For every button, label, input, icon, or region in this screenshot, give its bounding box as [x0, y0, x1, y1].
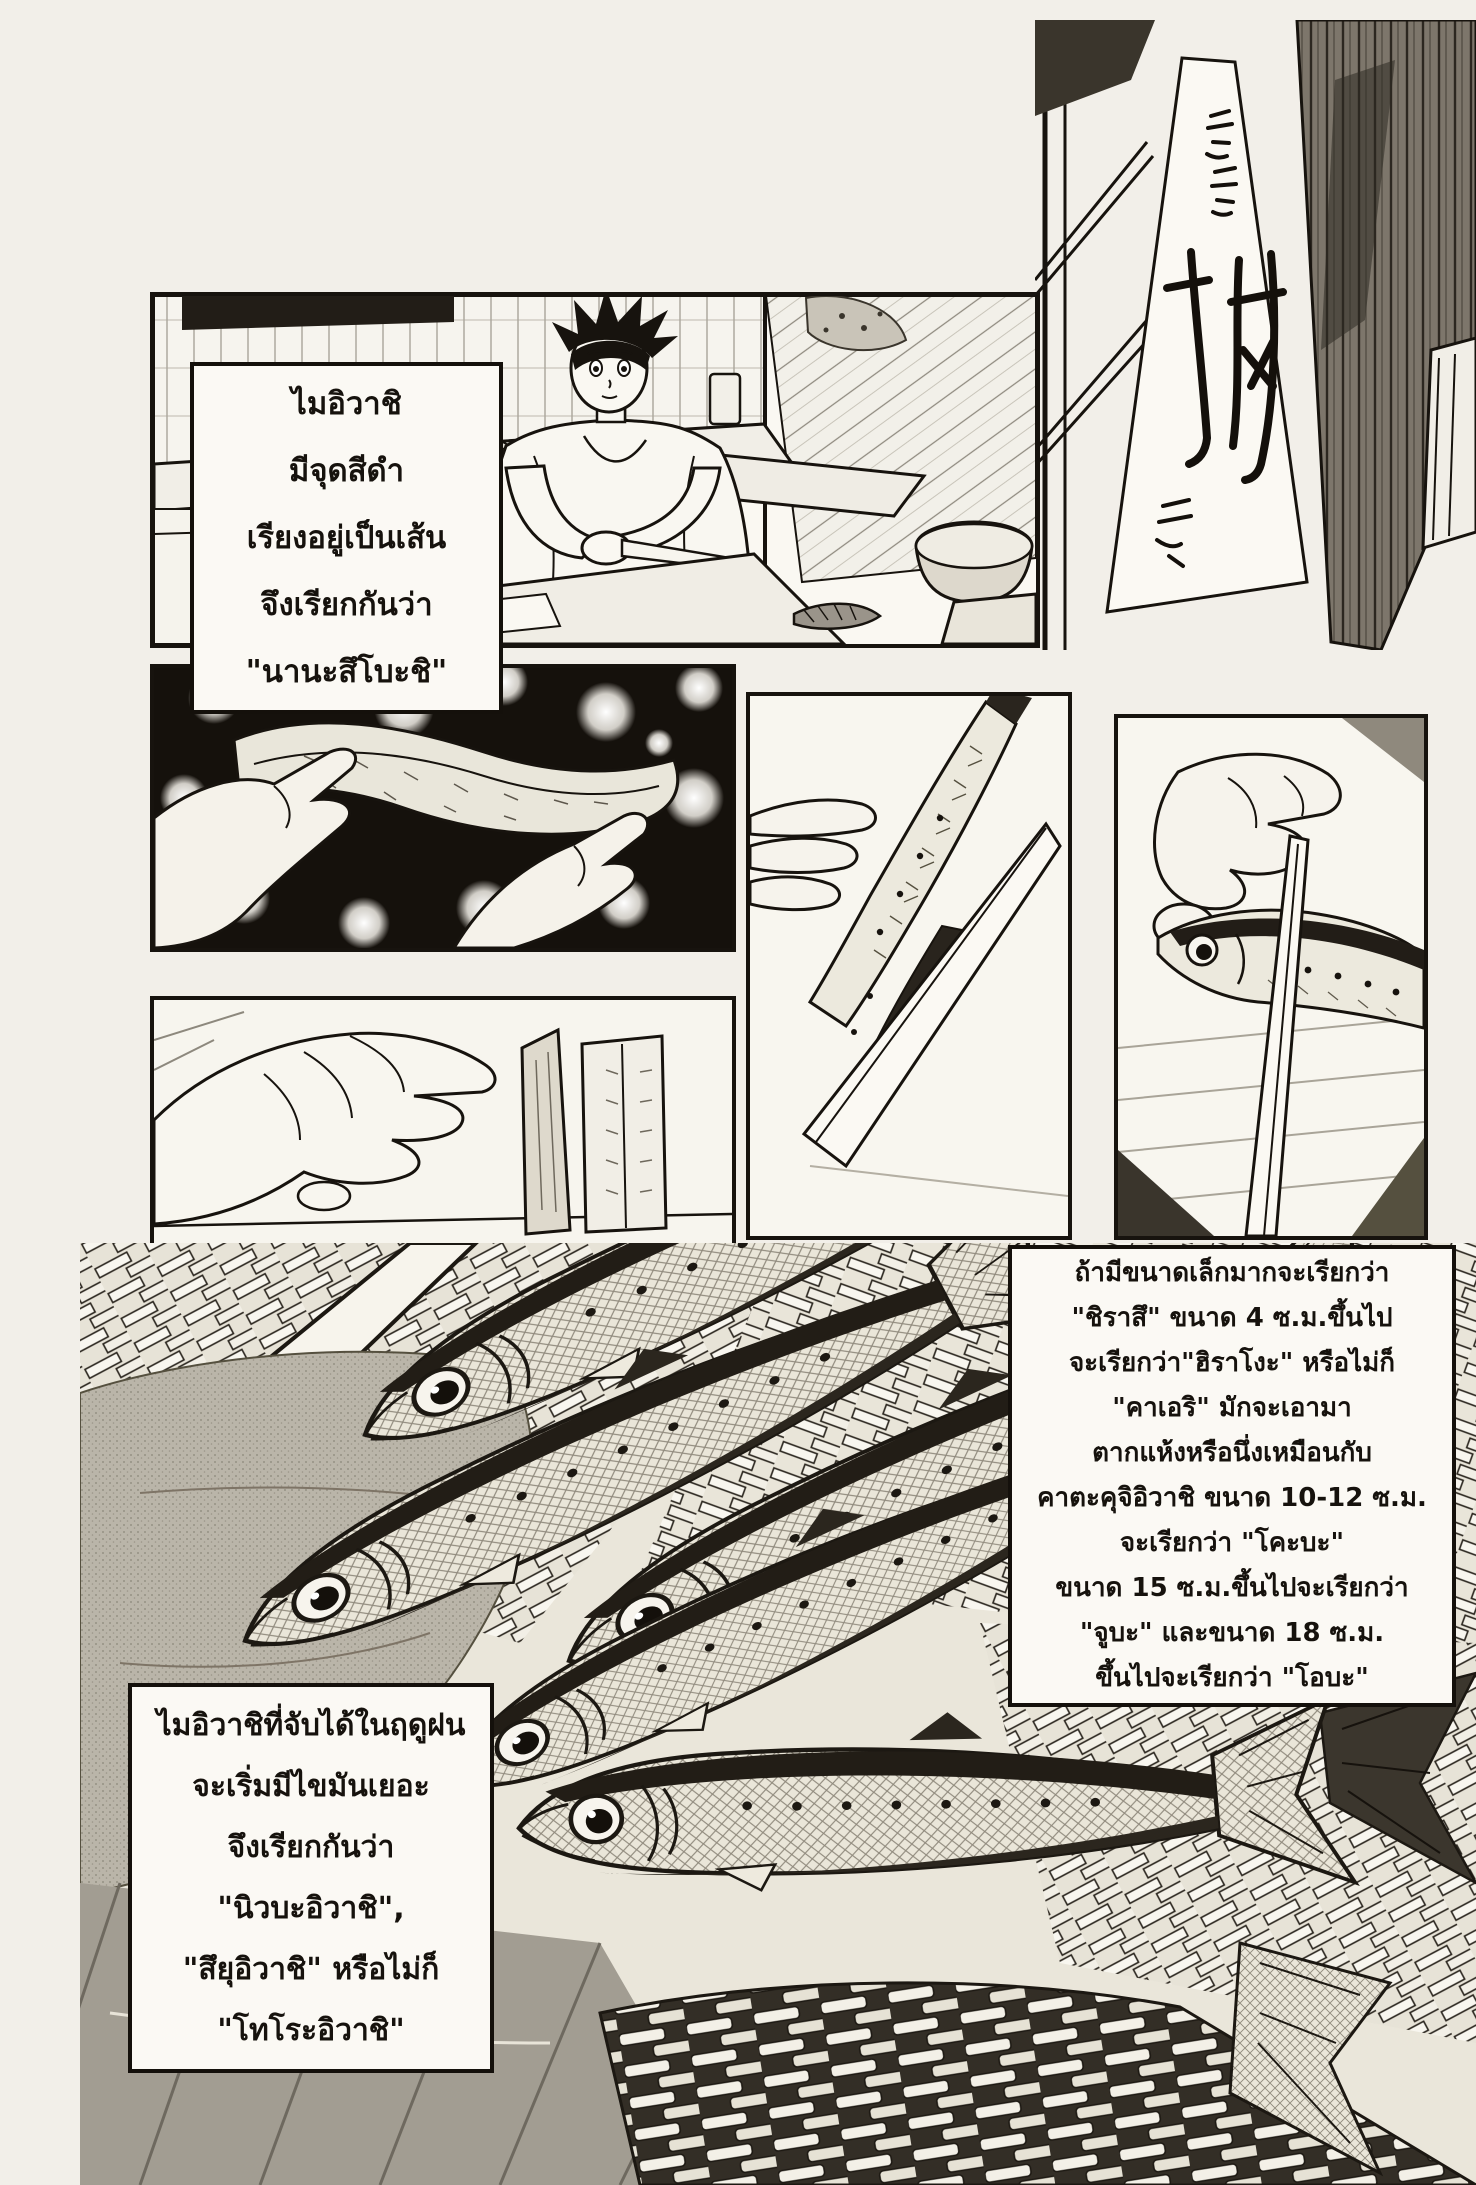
caption-line: "โทโระอิวาชิ" — [217, 2013, 405, 2048]
caption-nanatsuboshi — [190, 362, 503, 714]
caption-line: จึงเรียกกันว่า — [260, 586, 433, 623]
caption-line: ขึ้นไปจะเรียกว่า "โอบะ" — [1095, 1663, 1369, 1693]
panel-shop-sign — [1035, 20, 1476, 650]
caption-line: จะเรียกว่า "โคะบะ" — [1119, 1528, 1345, 1558]
panel-hand-on-fillet — [150, 996, 736, 1248]
caption-sizes — [1008, 1245, 1456, 1707]
caption-line: ถ้ามีขนาดเล็กมากจะเรียกว่า — [1074, 1258, 1390, 1288]
caption-line: ขนาด 15 ซ.ม.ขึ้นไปจะเรียกว่า — [1055, 1573, 1409, 1603]
caption-line: จึงเรียกกันว่า — [227, 1830, 395, 1865]
caption-line: เรียงอยู่เป็นเส้น — [246, 519, 447, 556]
hand-on-fillet-drawing — [154, 1000, 732, 1244]
caption-line: ตากแห้งหรือนึ่งเหมือนกับ — [1092, 1438, 1372, 1468]
caption-line: "ชิราสึ" ขนาด 4 ซ.ม.ขึ้นไป — [1071, 1303, 1393, 1333]
caption-line: ไมอิวาชิ — [291, 385, 402, 422]
fillet-pieces — [522, 1030, 666, 1234]
caption-line: จะเริ่มมีไขมันเยอะ — [192, 1769, 430, 1804]
caption-line: คาตะคุจิอิวาชิ ขนาด 10-12 ซ.ม. — [1037, 1483, 1427, 1513]
fish-knife-drawing — [750, 696, 1068, 1236]
caption-line: จะเรียกว่า"ฮิราโงะ" หรือไม่ก็ — [1068, 1348, 1396, 1378]
caption-line: มีจุดสีดำ — [288, 452, 405, 489]
caption-line: "นานะสึโบะชิ" — [245, 653, 448, 690]
shop-sign-drawing — [1035, 20, 1476, 650]
caption-rainy-season — [128, 1683, 494, 2073]
caption-line: "คาเอริ" มักจะเอามา — [1112, 1393, 1352, 1423]
fish-head-drawing — [1118, 718, 1424, 1236]
caption-line: "นิวบะอิวาชิ", — [217, 1891, 405, 1926]
panel-fish-knife — [746, 692, 1072, 1240]
thumbnail — [298, 1182, 350, 1210]
caption-line: ไมอิวาชิที่จับได้ในฤดูฝน — [156, 1708, 466, 1743]
caption-line: "จูบะ" และขนาด 18 ซ.ม. — [1079, 1618, 1385, 1648]
panel-fish-head — [1114, 714, 1428, 1240]
caption-line: "สึยุอิวาชิ" หรือไม่ก็ — [182, 1952, 440, 1987]
